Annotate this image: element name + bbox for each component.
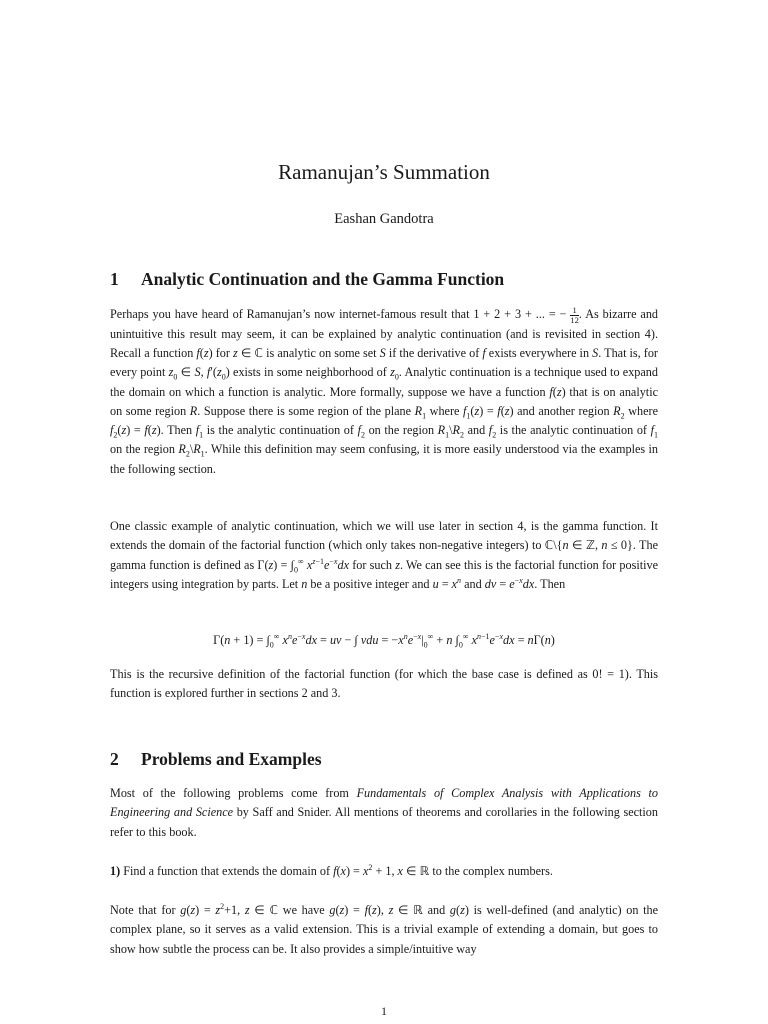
paper-title: Ramanujan’s Summation	[278, 160, 490, 184]
section-2-heading	[110, 749, 322, 770]
section-1-title: Analytic Continuation and the Gamma Function	[141, 269, 505, 289]
paper-author: Eashan Gandotra	[334, 211, 434, 227]
gamma-recursion-equation: $\Gamma(n + 1) = \int_0^\infty$ $x^ne^{-x}dx$ = uv − ∫ vdu = $-x^ne^{-x}|_0^\infty + n$ $\int_0^\infty$ $x^{n-1}e^{-x}dx = n\Gamma(n)$	[213, 631, 555, 650]
paragraph-problem-1-solution: Note that for $g(z) = z^2+1$, z ∈ ℂ we have g(z) = f(z), z ∈ ℝ and g(z) is well-defined (and analytic) on the complex plane, so it serves as a valid extension. This is a trivial example of extending a domain, but goes to show how subtle the process can be. It also provides a simple/intuitive way	[110, 901, 659, 956]
paragraph-analytic-continuation: Perhaps you have heard of Ramanujan’s now internet-famous result that 1 + 2 + 3 + ... = − $\frac{1}{12}$ . As bizarre and unintuitive this result may seem, it can be explained by analytic continuation (and is revisited in section 4). Recall a function f(z) for z ∈ ℂ is analytic on some set S if the derivative of f exists everywhere in S. That is, for every point $z_0$ ∈ S, $f'(z_0)$ exists in some neighborhood of $z_0$. Analytic continuation is a technique used to expand the domain on which a function is analytic. More formally, suppose we have a function f(z) that is on analytic on some region R. Suppose there is some region of the plane $R_1$ where $f_1(z) = f(z)$ and another region $R_2$ where $f_2(z) = f(z)$. Then $f_1$ is the analytic continuation of $f_2$ on the region $R_1\backslash R_2$ and $f_2$ is the analytic continuation of $f_1$ on the region $R_2\backslash R_1$. While this definition may seem confusing, it is more easily understood via the examples in the following section.	[110, 304, 659, 476]
section-2-number: 2	[110, 749, 119, 769]
section-1-number: 1	[110, 269, 119, 289]
problem-1: 1) Find a function that extends the domain of $f(x) = x^2 + 1$, x ∈ ℝ to the complex numbers.	[110, 862, 553, 878]
section-1-heading	[110, 269, 504, 290]
section-2-title: Problems and Examples	[141, 749, 322, 769]
paragraph-gamma-function: One classic example of analytic continuation, which we will use later in section 4, is the gamma function. It extends the domain of the factorial function (which only takes non-negative integers) to ℂ\{n ∈ ℤ, n ≤ 0}. The gamma function is defined as $\Gamma(z) = \int_0^\infty$ $x^{z-1}e^{-x}dx$ for such z. We can see this is the factorial function for positive integers using integration by parts. Let n be a positive integer and $u = x^n$ and dv = $e^{-x}dx$. Then	[110, 519, 658, 591]
page-number: 1	[381, 1004, 387, 1018]
paragraph-recursive-definition: This is the recursive definition of the factorial function (for which the base case is defined as 0! = 1). This function is explored further in sections 2 and 3.	[110, 667, 658, 701]
paragraph-problems-source: Most of the following problems come from Fundamentals of Complex Analysis with Applications to Engineering and Science by Saff and Snider. All mentions of theorems and corollaries in the following section refer to this book.	[110, 786, 659, 839]
